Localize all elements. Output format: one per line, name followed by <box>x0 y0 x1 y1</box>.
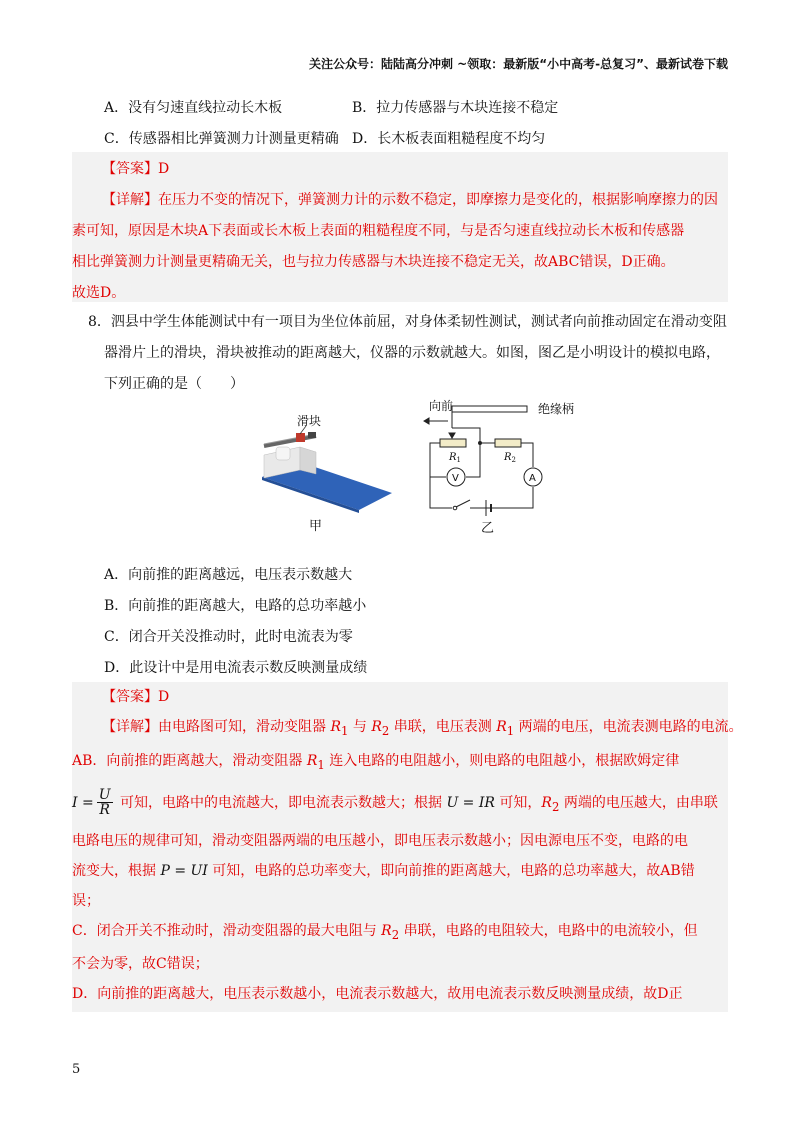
q8-explain-line-1: 【详解】由电路图可知，滑动变阻器 $R_1$ 与 $R_2$ 串联，电压表测 $R_1$ 两端的电压，电流表测电路的电流。 <box>102 719 743 738</box>
q8-stem-line-2: 器滑片上的滑块，滑块被推动的距离越大，仪器的示数就越大。如图，图乙是小明设计的模拟电路， <box>104 345 720 361</box>
insulating-handle <box>452 406 527 412</box>
caption-jia: 甲 <box>309 519 323 534</box>
q7-option-b: B．拉力传感器与木块连接不稳定 <box>352 100 559 116</box>
resistor-r2 <box>495 439 521 447</box>
q8-explain-line-5: 流变大，根据 P = UI 可知，电路的总功率变大，即向前推的距离越大，电路的总功率越大，故AB错 <box>72 862 695 879</box>
q8-choice-b: B．向前推的距离越大，电路的总功率越小 <box>104 598 367 614</box>
q8-explain-line-6: 误； <box>72 892 100 909</box>
foot-board <box>276 447 290 460</box>
q8-explain-line-3: I = $\frac{U}{R}$ 可知，电路中的电流越大，即电流表示数越大；根据 U = IR 可知，$R_2$ 两端的电压越大，由串联 <box>72 787 718 819</box>
wire-voltmeter-right <box>466 443 480 477</box>
page-header: 关注公众号：陆陆高分冲刺 ~领取：最新版“小中高考-总复习”、最新试卷下载 <box>309 57 728 71</box>
q7-explain-line-4: 故选D。 <box>72 285 126 301</box>
page-number: 5 <box>72 1062 81 1077</box>
q7-option-d: D．长木板表面粗糙程度不均匀 <box>352 131 546 147</box>
q7-explain-line-3: 相比弹簧测力计测量更精确无关，也与拉力传感器与木块连接不稳定无关，故ABC错误，D正确。 <box>72 254 675 270</box>
device-side <box>300 447 316 474</box>
q8-explain-line-2: AB．向前推的距离越大，滑动变阻器 $R_1$ 连入电路的电阻越小，则电路的电阻越小，根据欧姆定律 <box>72 752 680 772</box>
slider-arrow <box>449 433 455 438</box>
formula-power: P = UI <box>160 862 208 879</box>
q8-choice-a: A．向前推的距离越远，电压表示数越大 <box>104 567 353 583</box>
q7-option-a: A．没有匀速直线拉动长木板 <box>104 100 283 116</box>
figure-yi <box>424 399 574 536</box>
q7-explain-line-1: 【详解】在压力不变的情况下，弹簧测力计的示数不稳定，即摩擦力是变化的，根据影响摩擦力的因 <box>102 192 718 208</box>
junction-dot <box>479 442 482 445</box>
q7-answer: 【答案】D <box>102 161 170 177</box>
ammeter-label: A <box>529 473 536 484</box>
wire-r2-to-ammeter <box>521 443 533 467</box>
label-r1: $R_1$ <box>449 452 461 464</box>
figure-jia <box>262 413 392 534</box>
q7-option-c: C．传感器相比弹簧测力计测量更精确 <box>104 131 339 147</box>
q8-answer-box <box>72 682 743 1012</box>
formula-ohm-i: I = $\frac{U}{R}$ <box>72 787 111 819</box>
label-forward: 向前 <box>429 399 454 413</box>
wire-ammeter-bottom <box>470 487 533 508</box>
label-r2: $R_2$ <box>504 452 516 464</box>
slider-block <box>296 433 305 442</box>
q8-choice-c: C．闭合开关没推动时，此时电流表为零 <box>104 629 353 645</box>
q8-explain-line-4: 电路电压的规律可知，滑动变阻器两端的电压越小，即电压表示数越小；因电源电压不变，电路的电 <box>72 832 688 849</box>
q8-explain-line-9: D．向前推的距离越大，电压表示数越小，电流表示数越大，故用电流表示数反映测量成绩，故D正 <box>72 986 683 1003</box>
resistor-r1 <box>440 439 466 447</box>
voltmeter-label: V <box>452 473 459 484</box>
switch-lever <box>456 500 470 507</box>
label-handle: 绝缘柄 <box>538 402 575 416</box>
rail-end <box>308 432 316 438</box>
q8-answer: 【答案】D <box>102 689 170 705</box>
q8-explain-line-8: 不会为零，故C错误； <box>72 956 209 973</box>
caption-yi: 乙 <box>481 521 495 536</box>
q8-choice-d: D．此设计中是用电流表示数反映测量成绩 <box>104 660 368 676</box>
formula-ohm-u: U = IR <box>446 794 495 811</box>
forward-arrow-head <box>424 418 429 424</box>
q8-explain-line-7: C．闭合开关不推动时，滑动变阻器的最大电阻与 $R_2$ 串联，电路的电阻较大，电路中的电流较小，但 <box>72 922 698 942</box>
label-slider: 滑块 <box>297 414 322 428</box>
q8-stem-line-1: 8．泗县中学生体能测试中有一项目为坐位体前屈，对身体柔韧性测试，测试者向前推动固定在滑动变阻 <box>88 314 727 330</box>
q8-stem-line-3: 下列正确的是（ ） <box>104 376 244 392</box>
q7-explain-line-2: 素可知，原因是木块A下表面或长木板上表面的粗糙程度不同，与是否匀速直线拉动长木板和传感器 <box>72 223 685 239</box>
